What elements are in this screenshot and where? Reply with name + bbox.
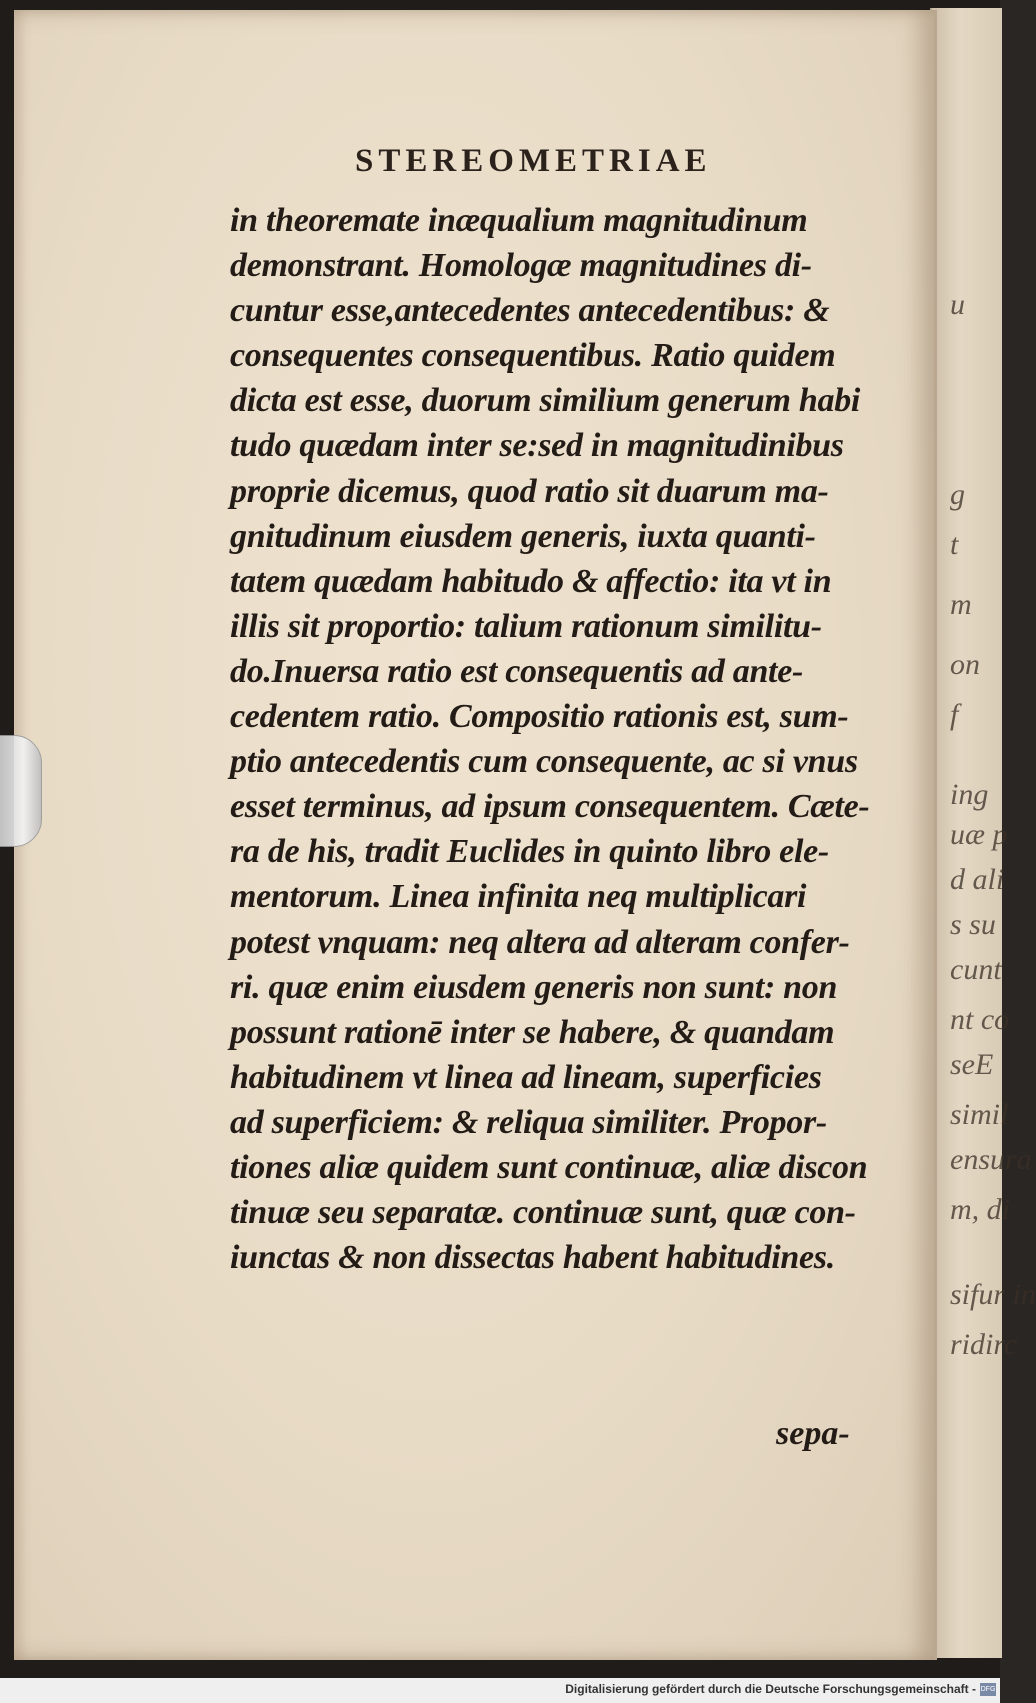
- text-line: demonstrant. Homologæ magnitudines di-: [230, 247, 812, 285]
- text-line: habitudinem vt linea ad lineam, superficies: [230, 1058, 822, 1096]
- text-line: ad superficiem: & reliqua similiter. Propor-: [230, 1103, 827, 1141]
- page-body-text: [230, 198, 930, 1280]
- text-line: ra de his, tradit Euclides in quinto libro ele-: [230, 833, 829, 871]
- facing-fragment: u: [950, 288, 965, 321]
- text-line: ptio antecedentis cum consequente, ac si vnus: [230, 743, 858, 781]
- facing-fragment: s su: [950, 908, 996, 941]
- facing-fragment: m, di: [950, 1193, 1010, 1226]
- text-line: illis sit proportio: talium rationum similitu-: [230, 607, 822, 645]
- text-line: tudo quædam inter se:sed in magnitudinibus: [230, 427, 844, 465]
- text-line: cedentem ratio. Compositio rationis est, sum-: [230, 698, 849, 736]
- facing-fragment: ridirc: [950, 1328, 1018, 1361]
- catchword: sepa-: [776, 1415, 850, 1452]
- text-line: consequentes consequentibus. Ratio quidem: [230, 337, 836, 375]
- facing-fragment: simil: [950, 1098, 1009, 1131]
- facing-fragment: t: [950, 528, 959, 561]
- text-line: cuntur esse,antecedentes antecedentibus: &: [230, 292, 830, 330]
- footer-credit: Digitalisierung gefördert durch die Deutsche Forschungsgemeinschaft -: [565, 1682, 976, 1696]
- facing-fragment: on: [950, 648, 980, 681]
- running-header: STEREOMETRIAE: [355, 143, 712, 179]
- text-line: potest vnquam: neq altera ad alteram confer-: [230, 923, 850, 961]
- text-line: tinuæ seu separatæ. continuæ sunt, quæ con-: [230, 1194, 856, 1232]
- dfg-logo-badge: DFG: [980, 1683, 996, 1696]
- text-line: tiones aliæ quidem sunt continuæ, aliæ discon: [230, 1148, 868, 1186]
- facing-fragment: g: [950, 478, 965, 511]
- facing-fragment: m: [950, 588, 972, 621]
- digitization-footer: [0, 1678, 1000, 1703]
- text-line: esset terminus, ad ipsum consequentem. Cæte-: [230, 788, 870, 826]
- facing-fragment: d ali: [950, 863, 1005, 896]
- facing-page-edge: [930, 8, 1036, 1658]
- page-clip: [0, 735, 42, 847]
- text-line: dicta est esse, duorum similium generum habi: [230, 382, 861, 420]
- text-line: ri. quæ enim eiusdem generis non sunt: non: [230, 968, 838, 1006]
- facing-fragment: sifur in: [950, 1278, 1036, 1311]
- text-line: do.Inuersa ratio est consequentis ad ante-: [230, 652, 804, 690]
- text-line: iunctas & non dissectas habent habitudines.: [230, 1239, 835, 1277]
- text-line: in theoremate inæqualium magnitudinum: [230, 202, 808, 239]
- text-line: gnitudinum eiusdem generis, iuxta quanti-: [230, 517, 816, 555]
- facing-fragment: seE: [950, 1048, 994, 1081]
- facing-fragment: f: [950, 698, 959, 731]
- facing-fragment: ing: [950, 778, 989, 811]
- text-line: proprie dicemus, quod ratio sit duarum ma-: [230, 472, 829, 510]
- text-line: mentorum. Linea infinita neq multiplicari: [230, 878, 807, 916]
- facing-fragment: cunt: [950, 953, 1002, 986]
- text-line: possunt rationē inter se habere, & quandam: [230, 1013, 835, 1051]
- text-line: tatem quædam habitudo & affectio: ita vt in: [230, 562, 832, 600]
- facing-fragment: uæ p: [950, 818, 1008, 851]
- facing-fragment: nt co: [950, 1003, 1010, 1036]
- facing-fragment: ensura: [950, 1143, 1032, 1176]
